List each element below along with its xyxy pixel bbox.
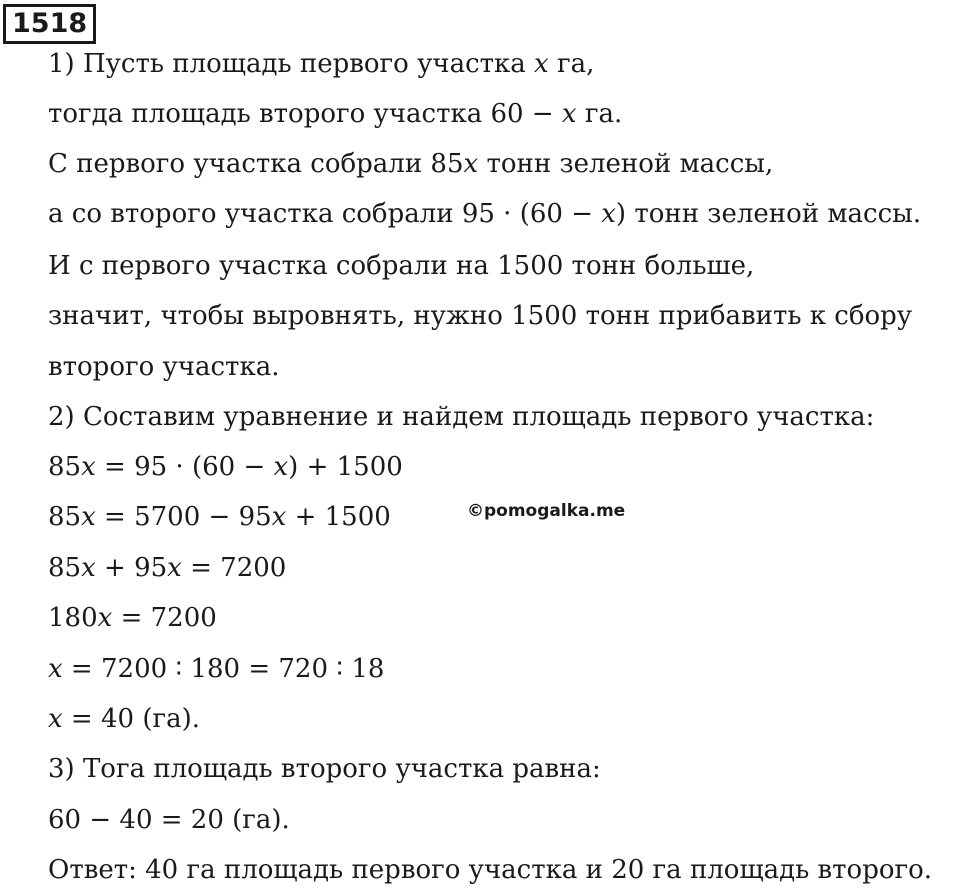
answer-line: Ответ: 40 га площадь первого участка и 20 га площадь второго.: [48, 855, 933, 885]
equation-line-3: 85x + 95x = 7200: [48, 553, 287, 583]
task-number-box: 1518: [3, 4, 96, 44]
solution-line-2: тогда площадь второго участка 60 − x га.: [48, 99, 623, 129]
solution-line-4: а со второго участка собрали 95 · (60 − x) тонн зеленой массы.: [48, 199, 922, 229]
equation-line-4: 180x = 7200: [48, 603, 217, 633]
equation-line-2: 85x = 5700 − 95x + 1500: [48, 502, 391, 532]
solution-line-9: 3) Тога площадь второго участка равна:: [48, 754, 601, 784]
solution-line-8: 2) Составим уравнение и найдем площадь первого участка:: [48, 402, 875, 432]
solution-line-6: значит, чтобы выровнять, нужно 1500 тонн прибавить к сбору: [48, 301, 913, 331]
watermark: ©pomogalka.me: [467, 501, 626, 521]
solution-line-7: второго участка.: [48, 352, 280, 382]
equation-line-6: x = 40 (га).: [48, 704, 201, 734]
equation-line-1: 85x = 95 · (60 − x) + 1500: [48, 452, 403, 482]
equation-line-5: x = 7200 ∶ 180 = 720 ∶ 18: [48, 654, 385, 684]
equation-line-7: 60 − 40 = 20 (га).: [48, 805, 290, 835]
solution-line-3: С первого участка собрали 85x тонн зеленой массы,: [48, 149, 774, 179]
solution-line-5: И с первого участка собрали на 1500 тонн больше,: [48, 251, 755, 281]
solution-line-1: 1) Пусть площадь первого участка x га,: [48, 49, 595, 79]
